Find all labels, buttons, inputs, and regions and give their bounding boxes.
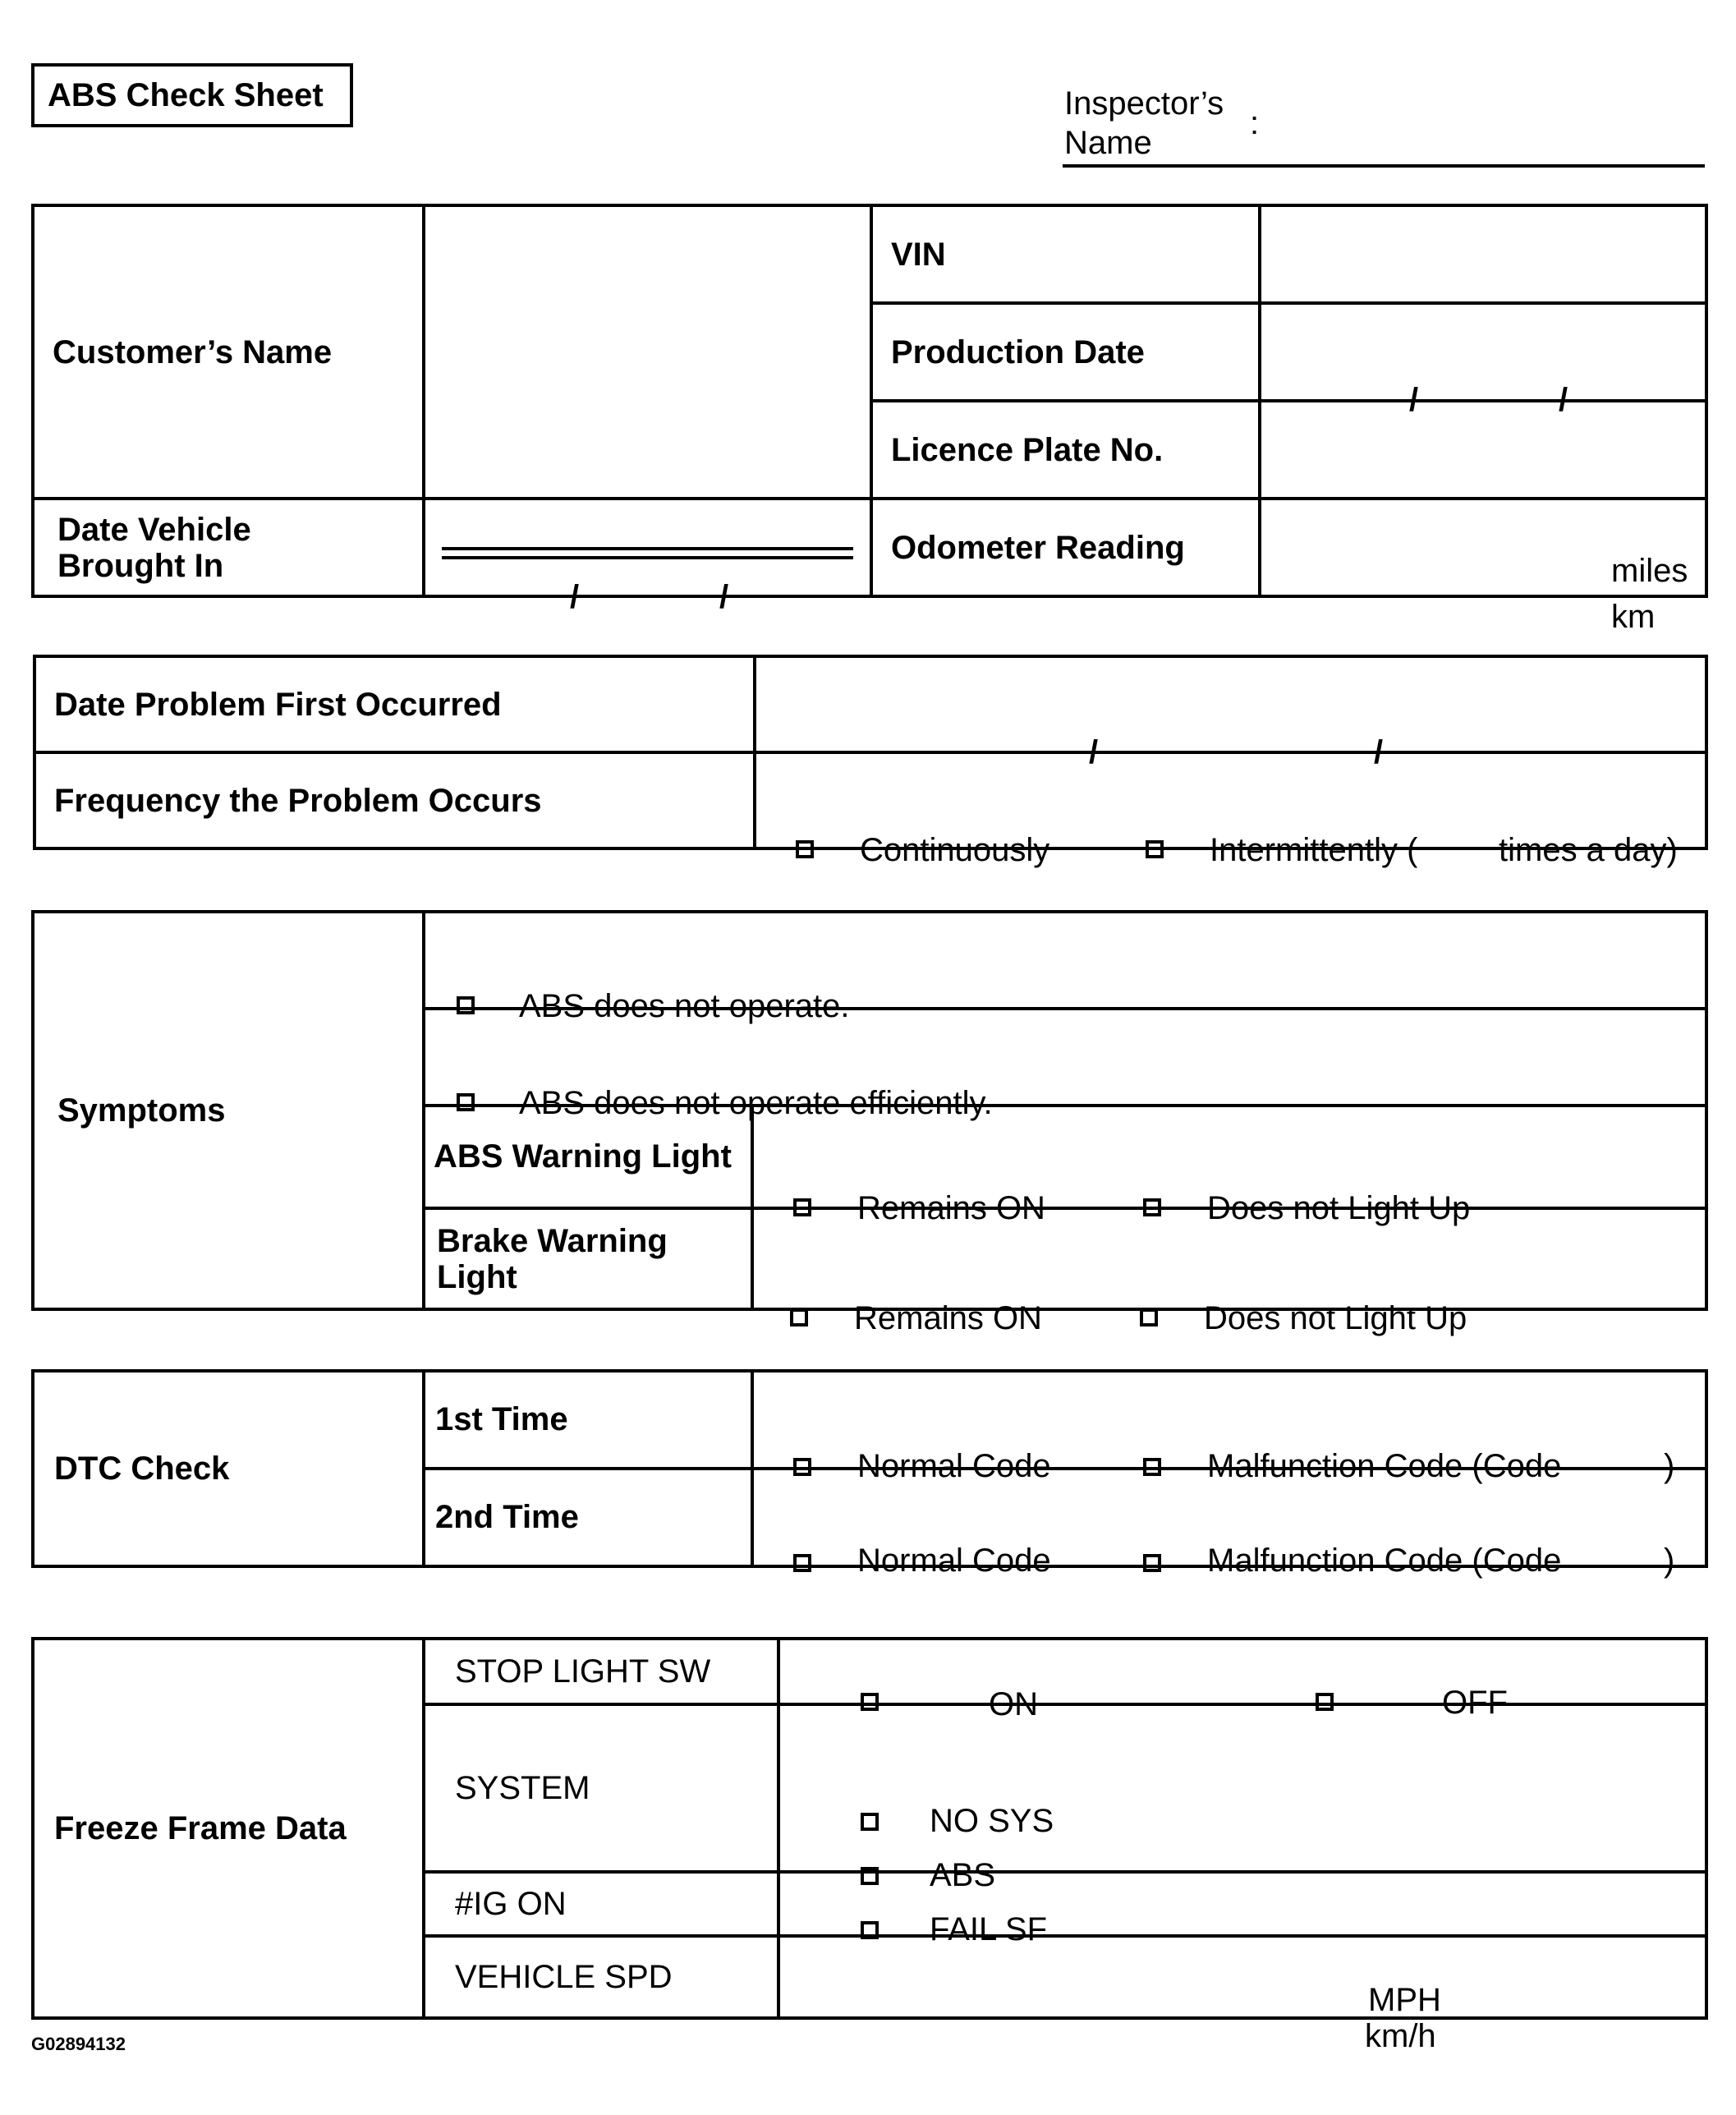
dtc-second-time-label: 2nd Time: [424, 1469, 752, 1566]
system-label: SYSTEM: [424, 1704, 778, 1872]
option-fail-sf: FAIL SF: [930, 1911, 1048, 1947]
sheet-title: ABS Check Sheet: [31, 63, 353, 127]
brake-warning-light-label: Brake Warning Light: [424, 1208, 752, 1309]
checkbox[interactable]: [1146, 840, 1164, 858]
inspector-name-label: Inspector’s Name: [1064, 85, 1224, 161]
checkbox[interactable]: [861, 1921, 879, 1939]
dtc-first-time-options: [752, 1371, 1706, 1484]
date-separator: /: [570, 578, 580, 615]
option-remains-on: Remains ON: [854, 1299, 1042, 1336]
checkbox[interactable]: [457, 996, 475, 1014]
stop-light-options: [778, 1639, 1706, 1722]
checkbox[interactable]: [1143, 1554, 1161, 1572]
symptoms-label: Symptoms: [33, 912, 424, 1309]
date-separator: /: [1559, 381, 1568, 418]
licence-plate-label: Licence Plate No.: [871, 401, 1260, 499]
checkbox[interactable]: [457, 1093, 475, 1111]
frequency-options: [755, 752, 1706, 868]
freeze-frame-label: Freeze Frame Data: [33, 1639, 424, 2018]
option-not-light-up: Does not Light Up: [1204, 1299, 1467, 1336]
dtc-first-time-label: 1st Time: [424, 1371, 752, 1469]
date-separator: /: [1089, 733, 1099, 770]
system-options: [778, 1704, 1706, 1947]
option-normal-code: Normal Code: [857, 1447, 1051, 1484]
date-brought-in-label: Date Vehicle Brought In: [33, 499, 424, 596]
checkbox[interactable]: [1143, 1198, 1161, 1216]
symptom-not-operate-text: ABS does not operate.: [519, 988, 850, 1024]
date-separator: /: [1374, 733, 1384, 770]
vehicle-info-table: [31, 204, 1708, 635]
checkbox[interactable]: [793, 1554, 811, 1572]
option-on: ON: [989, 1686, 1038, 1722]
first-occurred-field[interactable]: [755, 656, 1706, 770]
unit-kmh: km/h: [1365, 2018, 1436, 2054]
customer-name-line: [442, 547, 853, 550]
unit-km: km: [1611, 598, 1656, 635]
ig-on-field[interactable]: [778, 1872, 1706, 1936]
vin-label: VIN: [871, 205, 1260, 303]
odometer-field[interactable]: [1260, 499, 1706, 635]
option-intermittently: Intermittently (: [1210, 831, 1418, 868]
checkbox[interactable]: [796, 840, 814, 858]
option-normal-code: Normal Code: [857, 1542, 1051, 1579]
abs-warning-light-label: ABS Warning Light: [424, 1106, 752, 1208]
ig-on-label: #IG ON: [424, 1872, 778, 1936]
first-occurred-label: Date Problem First Occurred: [34, 656, 755, 752]
dtc-check-label: DTC Check: [33, 1371, 424, 1566]
dtc-check-table: [31, 1369, 1708, 1579]
checkbox[interactable]: [793, 1198, 811, 1216]
licence-plate-field[interactable]: [1260, 401, 1706, 499]
stop-light-sw-label: STOP LIGHT SW: [424, 1639, 778, 1704]
inspector-colon: :: [1250, 105, 1260, 141]
unit-mph: MPH: [1368, 1982, 1441, 2018]
checkbox[interactable]: [793, 1458, 811, 1476]
option-remains-on: Remains ON: [857, 1189, 1045, 1226]
checkbox[interactable]: [861, 1813, 879, 1831]
times-a-day-text: times a day): [1499, 831, 1678, 868]
close-paren: ): [1664, 1542, 1675, 1579]
vin-field[interactable]: [1260, 205, 1706, 303]
symptom-not-efficient-text: ABS does not operate efficiently.: [519, 1085, 993, 1121]
checkbox[interactable]: [790, 1308, 808, 1326]
production-date-label: Production Date: [871, 303, 1260, 401]
option-continuously: Continuously: [860, 831, 1050, 868]
customer-name-field[interactable]: [424, 205, 871, 499]
frequency-label: Frequency the Problem Occurs: [34, 752, 755, 848]
checkbox[interactable]: [1140, 1308, 1158, 1326]
option-malfunction-code: Malfunction Code (Code: [1207, 1447, 1562, 1484]
customer-name-line-2: [442, 556, 853, 559]
symptom-not-operate: [424, 912, 1706, 1024]
figure-code: G02894132: [31, 2034, 126, 2054]
production-date-field[interactable]: [1260, 303, 1706, 418]
date-separator: /: [1409, 381, 1419, 418]
option-malfunction-code: Malfunction Code (Code: [1207, 1542, 1562, 1579]
problem-table: [33, 655, 1708, 868]
customer-name-label: Customer’s Name: [33, 205, 424, 499]
date-separator: /: [719, 578, 729, 615]
checkbox[interactable]: [1316, 1693, 1334, 1711]
vehicle-spd-field[interactable]: [778, 1936, 1706, 2054]
checkbox[interactable]: [861, 1867, 879, 1885]
option-not-light-up: Does not Light Up: [1207, 1189, 1471, 1226]
option-abs: ABS: [930, 1857, 996, 1893]
inspector-name-field[interactable]: [1063, 164, 1705, 168]
odometer-label: Odometer Reading: [871, 499, 1260, 596]
checkbox[interactable]: [861, 1693, 879, 1711]
symptoms-table: [31, 910, 1708, 1336]
close-paren: ): [1664, 1447, 1675, 1484]
option-off: OFF: [1442, 1685, 1508, 1721]
vehicle-spd-label: VEHICLE SPD: [424, 1936, 778, 2018]
checkbox[interactable]: [1143, 1458, 1161, 1476]
unit-miles: miles: [1611, 552, 1688, 589]
option-no-sys: NO SYS: [930, 1803, 1054, 1839]
